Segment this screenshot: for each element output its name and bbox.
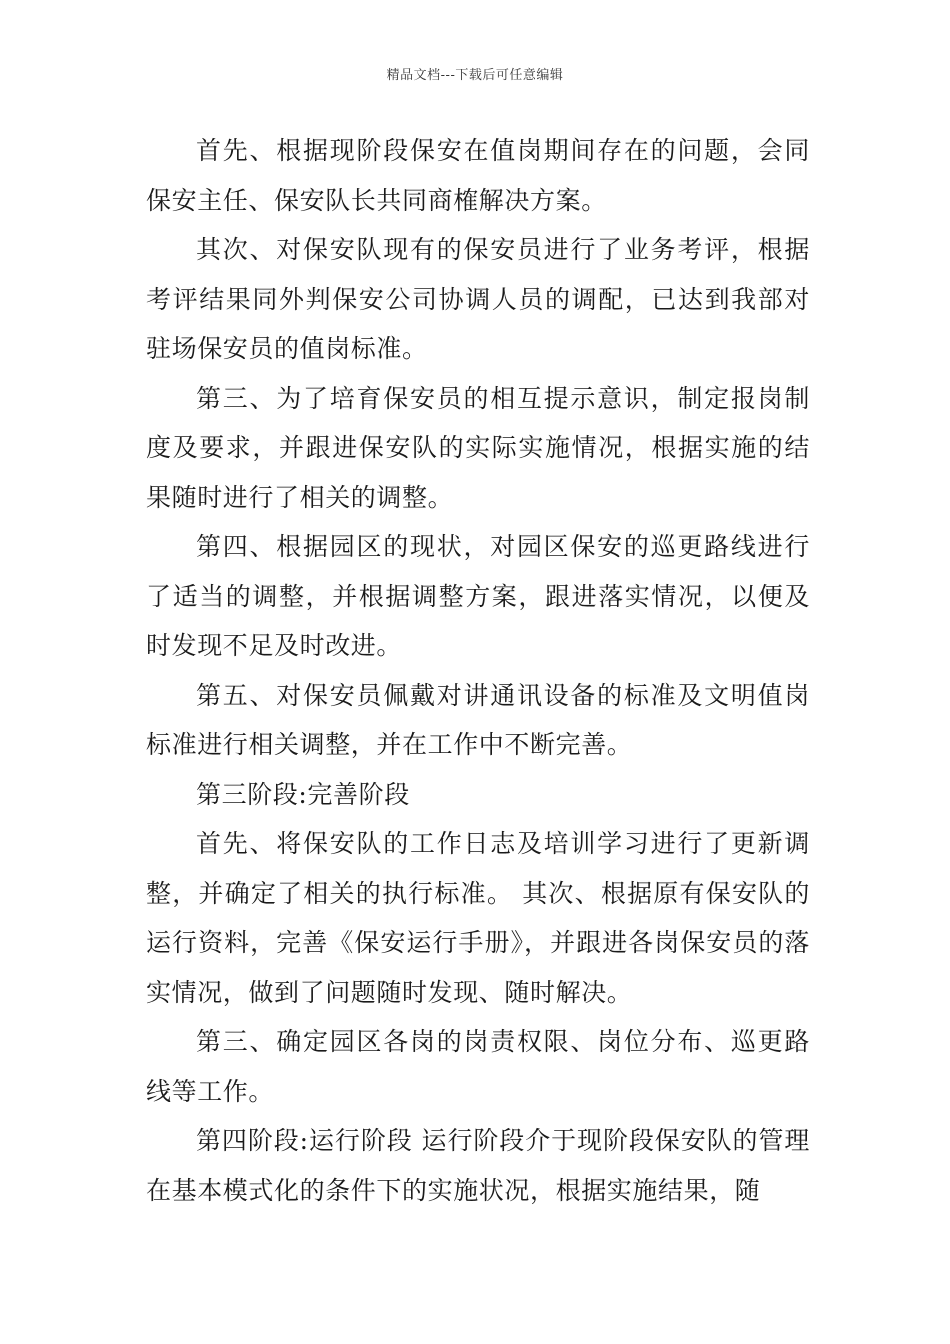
paragraph-5: 第五、对保安员佩戴对讲通讯设备的标准及文明值岗标准进行相关调整，并在工作中不断完善。 [146, 680, 810, 759]
paragraph-7: 第三、确定园区各岗的岗责权限、岗位分布、巡更路线等工作。 [146, 1027, 810, 1106]
section-heading-stage-3: 第三阶段:完善阶段 [196, 779, 410, 809]
paragraph-2: 其次、对保安队现有的保安员进行了业务考评，根据考评结果同外判保安公司协调人员的调配，已达到我部对驻场保安员的值岗标准。 [146, 235, 810, 363]
paragraph-3: 第三、为了培育保安员的相互提示意识，制定报岗制度及要求，并跟进保安队的实际实施情况，根据实施的结果随时进行了相关的调整。 [146, 383, 810, 512]
paragraph-4: 第四、根据园区的现状，对园区保安的巡更路线进行了适当的调整，并根据调整方案，跟进落实情况，以便及时发现不足及时改进。 [146, 532, 810, 660]
paragraph-6: 首先、将保安队的工作日志及培训学习进行了更新调整，并确定了相关的执行标准。 其次、根据原有保安队的运行资料，完善《保安运行手册》，并跟进各岗保安员的落实情况，做到了问题随时发现、随时解决。 [146, 829, 810, 1007]
paragraph-1: 首先、根据现阶段保安在值岗期间存在的问题，会同保安主任、保安队长共同商榷解决方案。 [146, 136, 810, 215]
document-body [146, 126, 810, 1215]
page-header: 精品文档---下载后可任意编辑 [386, 68, 564, 83]
paragraph-8: 第四阶段:运行阶段 运行阶段介于现阶段保安队的管理在基本模式化的条件下的实施状况，根据实施结果，随 [146, 1126, 810, 1205]
